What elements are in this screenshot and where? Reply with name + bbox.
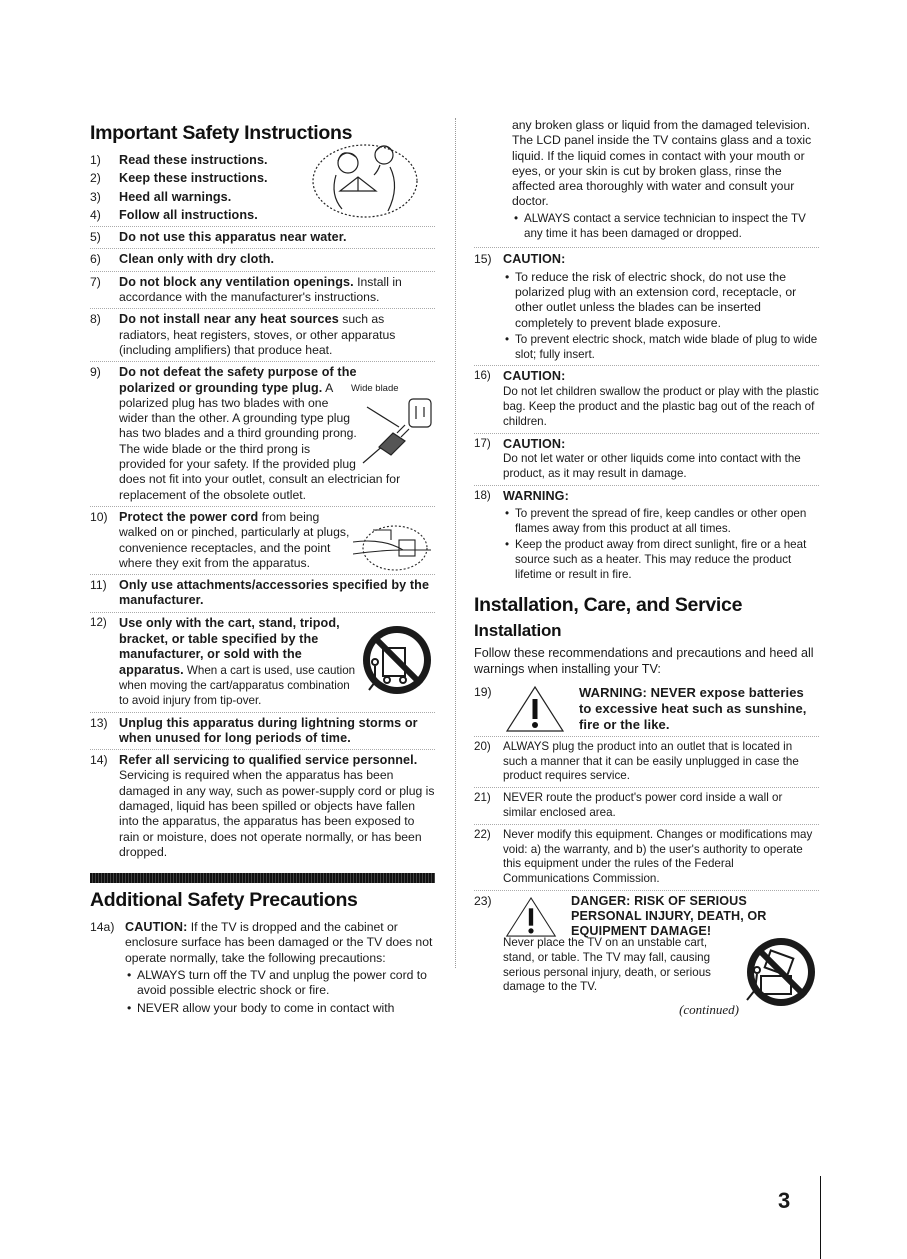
bullet-item: • Keep the product away from direct sunlight, fire or a heat source such as a heater. This may reduce the product lifetime or result in fire. <box>503 538 819 582</box>
item-number: 14) <box>90 753 108 768</box>
plug-icon <box>357 397 435 467</box>
instruction-item-14a <box>90 920 435 1019</box>
bullet-item: • ALWAYS contact a service technician to inspect the TV any time it has been damaged or dropped. <box>512 212 819 242</box>
bullet-item: • NEVER allow your body to come in contact with <box>125 1001 435 1016</box>
item-number: 19) <box>474 684 492 699</box>
instruction-item <box>474 437 819 486</box>
item-bold: Protect the power cord <box>119 509 259 524</box>
item-number: 14a) <box>90 920 115 935</box>
item-bold: Heed all warnings. <box>119 189 232 204</box>
instruction-item <box>90 753 435 863</box>
item-text: Never modify this equipment. Changes or modifications may void: a) the warranty, and b) the user's authority to operate this equipment under the rules of the Federal Communications Commission. <box>503 827 813 886</box>
bullet-item: • To reduce the risk of electric shock, do not use the polarized plug with an extension cord, receptacle, or other outlet unless the blades can be inserted completely to prevent blade exposure. <box>503 270 819 331</box>
item-bold: CAUTION: <box>503 436 566 451</box>
instruction-item <box>90 252 435 271</box>
column-divider <box>455 118 457 968</box>
polarized-plug-figure <box>351 381 435 471</box>
item-text: Do not let water or other liquids come into contact with the product, as it may result in damage. <box>503 452 801 481</box>
item-bold: CAUTION: <box>503 369 566 384</box>
instruction-item <box>474 252 819 366</box>
item-bold: CAUTION: <box>125 920 188 935</box>
item-text: Never place the TV on an unstable cart, stand, or table. The TV may fall, causing serious personal injury, death, or serious damage to the TV. <box>503 935 711 994</box>
item-bold: Refer all servicing to qualified service personnel. <box>119 753 418 768</box>
instruction-item <box>90 208 435 227</box>
item-number: 5) <box>90 230 101 245</box>
warning-row <box>503 685 819 733</box>
item-number: 7) <box>90 274 101 289</box>
instruction-item <box>90 190 435 205</box>
instruction-item <box>474 369 819 433</box>
item-bold: Follow all instructions. <box>119 207 258 222</box>
item-bold: Only use attachments/accessories specified by the manufacturer. <box>119 578 430 608</box>
item-number: 18) <box>474 489 491 503</box>
item-text: such as radiators, heat registers, stoves, or other apparatus (including amplifiers) that produce heat. <box>119 312 396 357</box>
item-number: 17) <box>474 436 491 450</box>
item-number: 1) <box>90 153 101 167</box>
instruction-item <box>90 716 435 751</box>
item-number: 6) <box>90 252 101 267</box>
item-number: 11) <box>90 578 107 593</box>
item-bold: Clean only with dry cloth. <box>119 252 275 267</box>
subsection-title-installation: Installation <box>474 620 562 640</box>
item-bold: Do not install near any heat sources <box>119 312 339 327</box>
item-bold: WARNING: <box>503 489 569 504</box>
section-title-important: Important Safety Instructions <box>90 122 353 144</box>
items-1-4 <box>90 153 435 227</box>
page-number: 3 <box>778 1188 791 1213</box>
instruction-item <box>90 616 435 713</box>
instruction-item <box>474 828 819 891</box>
instruction-item <box>474 791 819 825</box>
item-bold: Unplug this apparatus during lightning storms or when unused for long periods of time. <box>119 715 418 745</box>
continued-note: (continued) <box>679 1002 739 1018</box>
section-divider-bar <box>90 873 435 883</box>
item-text: If the TV is dropped and the cabinet or enclosure surface has been damaged or the TV does not operate normally, take the following precautions: <box>125 920 433 965</box>
item-number: 12) <box>90 615 107 629</box>
instruction-item <box>90 275 435 310</box>
page-rule <box>820 1176 821 1259</box>
item-number: 4) <box>90 207 101 222</box>
item-number: 2) <box>90 171 101 186</box>
item-text: NEVER route the product's power cord inside a wall or similar enclosed area. <box>503 791 783 819</box>
item-bold: Do not defeat the safety purpose of the polarized or grounding type plug. <box>119 365 357 395</box>
item-bold: Use only with the cart, stand, tripod, bracket, or table specified by the manufacturer, or sold with the apparatus. <box>119 615 340 678</box>
instruction-item <box>90 365 435 507</box>
item-number: 13) <box>90 715 108 730</box>
bullet-item: • To prevent the spread of fire, keep candles or other open flames away from this product at all times. <box>503 507 819 537</box>
continued-text <box>474 118 819 244</box>
item-text: A polarized plug has two blades with one wider than the other. A grounding type plug has two blades and a third grounding prong. The wide blade or the third prong is provided for your safety. If the provided plug does not fit into your outlet, consult an electrician for replacement of the obsolete outlet. <box>119 380 401 502</box>
left-column <box>90 118 435 1022</box>
item-number: 9) <box>90 365 101 380</box>
item-bold: Read these instructions. <box>119 153 268 167</box>
cart-tipover-icon <box>357 622 435 696</box>
section-title-installation-care: Installation, Care, and Service <box>474 593 743 616</box>
instruction-item <box>90 578 435 613</box>
danger-triangle-icon <box>505 894 557 940</box>
instruction-item-19 <box>474 685 819 737</box>
wide-blade-label: Wide blade <box>351 383 399 395</box>
item-number: 20) <box>474 739 491 753</box>
right-column <box>474 118 819 1018</box>
item-bold: WARNING: NEVER expose batteries to excessive heat such as sunshine, fire or the like. <box>579 684 807 732</box>
item-number: 15) <box>474 252 492 267</box>
item-bold: CAUTION: <box>503 252 566 267</box>
instruction-item <box>90 510 435 575</box>
item-number: 23) <box>474 893 492 908</box>
item-text: any broken glass or liquid from the damaged television. The LCD panel inside the TV contains glass and a toxic liquid. If the liquid comes in contact with your mouth or eyes, or your skin is cut by broken glass, rinse the affected area thoroughly with water and consult your doctor. <box>512 118 812 209</box>
instruction-item <box>90 171 435 186</box>
item-number: 21) <box>474 791 491 805</box>
item-number: 3) <box>90 189 101 204</box>
section-title-additional: Additional Safety Precautions <box>90 889 358 912</box>
installation-intro: Follow these recommendations and precautions and heed all warnings when installing your TV: <box>474 645 814 676</box>
item-bold: DANGER: RISK OF SERIOUS PERSONAL INJURY, DEATH, OR EQUIPMENT DAMAGE! <box>571 893 767 938</box>
instruction-item-23 <box>474 894 819 998</box>
bullet-item: • ALWAYS turn off the TV and unplug the power cord to avoid possible electric shock or fire. <box>125 968 435 999</box>
item-text: Servicing is required when the apparatus has been damaged in any way, such as power-supply cord or plug is damaged, liquid has been spilled or objects have fallen into the apparatus, the apparatus has been exposed to rain or moisture, does not operate normally, or has been dropped. <box>119 768 435 859</box>
item-bold: Do not block any ventilation openings. <box>119 274 354 289</box>
item-text: from being walked on or pinched, particularly at plugs, convenience receptacles, and the point where they exit from the apparatus. <box>119 509 350 570</box>
item-text: Do not let children swallow the product or play with the plastic bag. Keep the product and the plastic bag out of the reach of children. <box>503 385 819 428</box>
instruction-item <box>474 740 819 788</box>
item-number: 10) <box>90 509 108 524</box>
item-text: When a cart is used, use caution when moving the cart/apparatus combination to avoid injury from tip-over. <box>119 664 356 707</box>
power-cord-icon <box>353 522 435 574</box>
danger-row <box>503 894 819 940</box>
instruction-item <box>474 489 819 586</box>
instruction-item <box>90 230 435 249</box>
instruction-item <box>90 312 435 362</box>
item-text: ALWAYS plug the product into an outlet that is located in such a manner that it can be easily unplugged in case the product requires service. <box>503 739 799 783</box>
item-bold: Keep these instructions. <box>119 171 268 186</box>
warning-triangle-icon <box>505 685 565 733</box>
tv-tipover-icon <box>739 934 819 1012</box>
item-number: 22) <box>474 827 491 841</box>
item-number: 16) <box>474 369 491 383</box>
item-text: Install in accordance with the manufacturer's instructions. <box>119 274 402 305</box>
bullet-item: • To prevent electric shock, match wide blade of plug to wide slot; fully insert. <box>503 333 819 363</box>
item-bold: Do not use this apparatus near water. <box>119 230 347 245</box>
instruction-item <box>90 153 435 168</box>
item-number: 8) <box>90 312 101 327</box>
